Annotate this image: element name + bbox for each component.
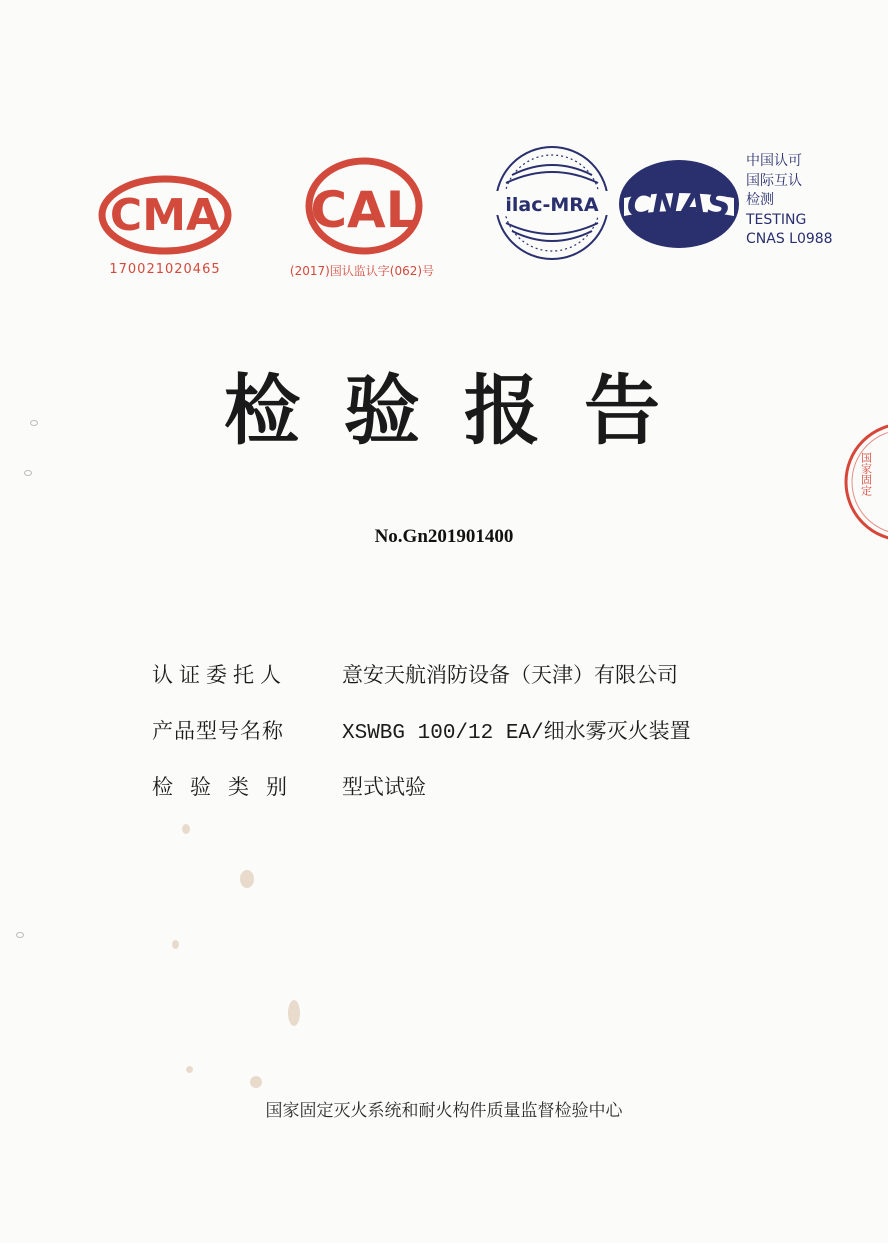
cnas-logo-icon bbox=[616, 158, 742, 250]
cma-number: 170021020465 bbox=[109, 262, 221, 277]
cma-logo-icon bbox=[98, 175, 232, 255]
field-label: 产品型号名称 bbox=[152, 719, 284, 743]
official-stamp-icon bbox=[842, 412, 888, 552]
binder-hole bbox=[30, 420, 38, 426]
cnas-line: 中国认可 bbox=[746, 153, 802, 169]
ilac-mark-text: ilac-MRA bbox=[505, 194, 599, 216]
cnas-line: TESTING bbox=[746, 211, 807, 228]
cma-mark-text: CMA bbox=[109, 190, 221, 241]
paper-stain bbox=[186, 1066, 193, 1073]
cal-mark-text: CAL bbox=[310, 181, 418, 239]
paper-stain bbox=[172, 940, 179, 949]
paper-stain bbox=[240, 870, 254, 888]
paper-stain bbox=[288, 1000, 300, 1026]
cal-logo-icon bbox=[302, 155, 426, 257]
binder-hole bbox=[24, 470, 32, 476]
field-value: 型式试验 bbox=[342, 775, 426, 799]
field-row-inspection-type bbox=[152, 758, 691, 814]
issuing-organization: 国家固定灭火系统和耐火构件质量监督检验中心 bbox=[265, 1101, 623, 1121]
report-info-fields bbox=[152, 646, 691, 814]
cnas-line: 国际互认 bbox=[746, 172, 802, 189]
field-label: 检验类别 bbox=[152, 775, 304, 799]
stamp-text: 国家固定 bbox=[859, 452, 873, 496]
field-row-client bbox=[152, 646, 691, 702]
ilac-mra-logo-icon bbox=[492, 143, 612, 263]
paper-stain bbox=[182, 824, 190, 834]
field-value: 意安天航消防设备（天津）有限公司 bbox=[342, 663, 678, 687]
cnas-line: 检测 bbox=[746, 192, 774, 208]
cnas-accreditation-text bbox=[746, 152, 833, 250]
field-row-product bbox=[152, 702, 691, 758]
cnas-mark-text: CNAS bbox=[626, 185, 732, 225]
paper-stain bbox=[250, 1076, 262, 1088]
field-label: 认证委托人 bbox=[152, 663, 287, 687]
document-title: 检验报告 bbox=[224, 366, 704, 455]
cnas-line: CNAS L0988 bbox=[746, 231, 833, 247]
report-number: No.Gn201901400 bbox=[374, 526, 514, 547]
binder-hole bbox=[16, 932, 24, 938]
field-value: XSWBG 100/12 EA/细水雾灭火装置 bbox=[342, 722, 691, 745]
cal-number: (2017)国认监认字(062)号 bbox=[289, 264, 435, 278]
